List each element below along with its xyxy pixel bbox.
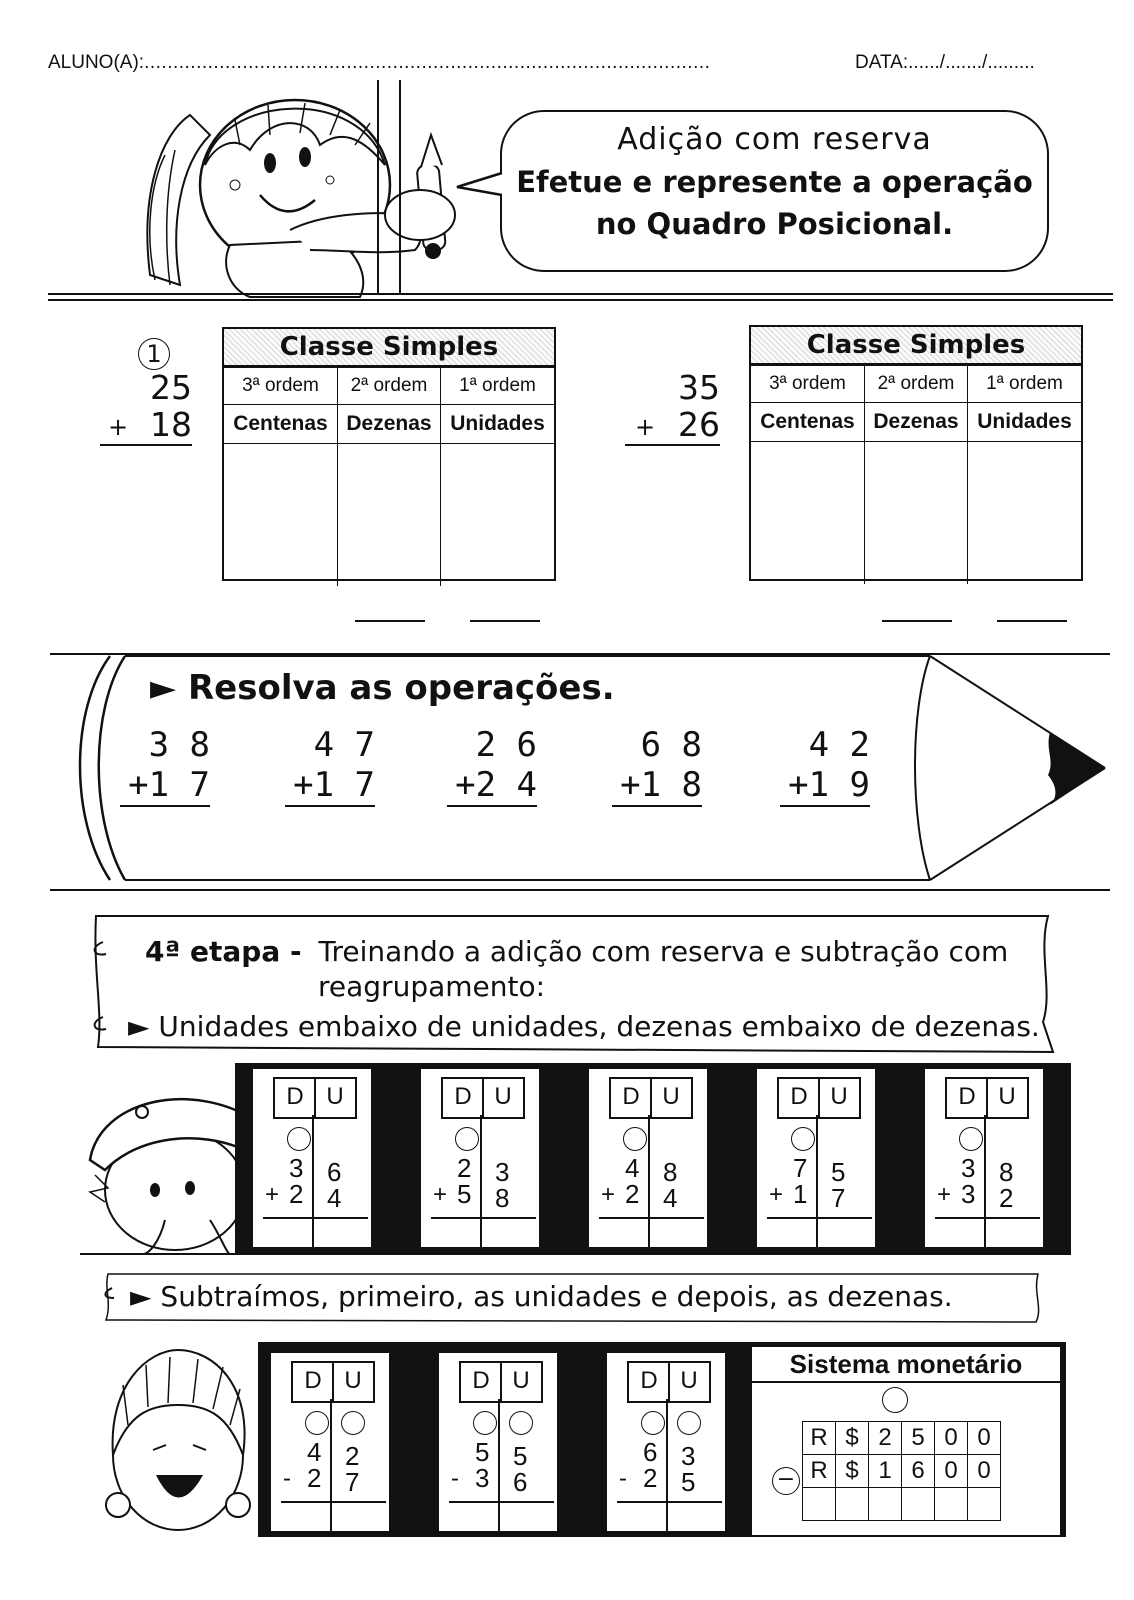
carry-circle[interactable] bbox=[641, 1411, 665, 1435]
dezena-label: D bbox=[286, 1083, 304, 1110]
units-bottom: 8 bbox=[495, 1183, 510, 1213]
dezenas-header: Dezenas bbox=[337, 405, 440, 444]
subtracoes-card bbox=[606, 1352, 726, 1532]
unidade-label: U bbox=[512, 1367, 530, 1394]
tens-top: 3 bbox=[961, 1153, 976, 1183]
du-header bbox=[273, 1077, 357, 1119]
du-header bbox=[777, 1077, 861, 1119]
unidades-header: Unidades bbox=[968, 403, 1081, 442]
section-divider bbox=[48, 293, 1113, 301]
sum-bottom: +1 7 bbox=[285, 765, 375, 807]
unidade-label: U bbox=[662, 1083, 680, 1110]
units-top: 6 bbox=[327, 1157, 342, 1187]
units-top: 2 bbox=[345, 1441, 360, 1471]
dezena-label: D bbox=[790, 1083, 808, 1110]
units-top: 8 bbox=[999, 1157, 1014, 1187]
carry-circle[interactable] bbox=[791, 1127, 815, 1151]
problem1-bottom-number: 18 bbox=[150, 405, 192, 444]
student-label: ALUNO(A): bbox=[48, 52, 145, 73]
money-cell[interactable] bbox=[902, 1488, 935, 1521]
student-name-field[interactable] bbox=[48, 52, 710, 74]
money-cell: 6 bbox=[902, 1455, 935, 1488]
bubble-line3: no Quadro Posicional. bbox=[595, 207, 954, 241]
subtraction-rule: ► Subtraímos, primeiro, as unidades e depois, as dezenas. bbox=[130, 1280, 953, 1313]
carry-circle[interactable] bbox=[623, 1127, 647, 1151]
units-top: 5 bbox=[513, 1441, 528, 1471]
units-bottom: 5 bbox=[681, 1467, 696, 1497]
unidade-label: U bbox=[680, 1367, 698, 1394]
sistema-monetario-box bbox=[750, 1345, 1062, 1537]
dezena-label: D bbox=[472, 1367, 490, 1394]
ordem-1: 1ª ordem bbox=[968, 366, 1081, 403]
operator: + bbox=[601, 1181, 616, 1208]
sum-bottom: +2 4 bbox=[447, 765, 537, 807]
units-bottom: 4 bbox=[663, 1183, 678, 1213]
tens-top: 2 bbox=[457, 1153, 472, 1183]
subtracoes-card bbox=[438, 1352, 558, 1532]
dezena-label: D bbox=[958, 1083, 976, 1110]
operator: - bbox=[283, 1465, 291, 1492]
borrow-circle[interactable] bbox=[341, 1411, 365, 1435]
ordem-1: 1ª ordem bbox=[441, 368, 554, 405]
etapa-text1: Treinando a adição com reserva e subtração com bbox=[318, 935, 1009, 968]
problem2-bottom-number: 26 bbox=[678, 405, 720, 444]
dezena-label: D bbox=[304, 1367, 322, 1394]
sum-top: 4 7 bbox=[313, 725, 375, 765]
borrow-circle[interactable] bbox=[677, 1411, 701, 1435]
money-cell: 2 bbox=[869, 1422, 902, 1455]
du-header bbox=[945, 1077, 1029, 1119]
operator: + bbox=[769, 1181, 784, 1208]
tens-bottom: 2 bbox=[625, 1179, 640, 1209]
dezenas-cell[interactable] bbox=[864, 442, 967, 585]
tens-bottom: 3 bbox=[961, 1179, 976, 1209]
dezena-label: D bbox=[640, 1367, 658, 1394]
instruction-bubble bbox=[500, 110, 1049, 272]
tens-bottom: 1 bbox=[793, 1179, 808, 1209]
money-cell[interactable] bbox=[935, 1488, 968, 1521]
answer-blank[interactable] bbox=[470, 620, 540, 622]
unidade-label: U bbox=[494, 1083, 512, 1110]
problem1-bottom bbox=[100, 405, 192, 446]
operator: - bbox=[619, 1465, 627, 1492]
classe-title: Classe Simples bbox=[224, 329, 554, 367]
operator: - bbox=[451, 1465, 459, 1492]
carry-circle: 1 bbox=[138, 338, 170, 370]
problem2-top: 35 bbox=[678, 368, 720, 407]
du-header bbox=[441, 1077, 525, 1119]
tens-top: 4 bbox=[625, 1153, 640, 1183]
date-field[interactable]: DATA:....../......./......... bbox=[855, 52, 1035, 73]
money-cell[interactable] bbox=[968, 1488, 1001, 1521]
sum-bottom: +1 8 bbox=[612, 765, 702, 807]
answer-blank[interactable] bbox=[355, 620, 425, 622]
sum-problem-5 bbox=[780, 725, 870, 807]
tens-top: 3 bbox=[289, 1153, 304, 1183]
centenas-header: Centenas bbox=[751, 403, 864, 442]
ordem-3: 3ª ordem bbox=[224, 368, 337, 405]
units-top: 8 bbox=[663, 1157, 678, 1187]
du-header bbox=[459, 1361, 543, 1403]
plus-sign: + bbox=[635, 413, 656, 441]
answer-blank[interactable] bbox=[997, 620, 1067, 622]
units-top: 3 bbox=[495, 1157, 510, 1187]
units-bottom: 6 bbox=[513, 1467, 528, 1497]
money-cell: $ bbox=[836, 1455, 869, 1488]
dezena-label: D bbox=[622, 1083, 640, 1110]
money-cell: 0 bbox=[935, 1455, 968, 1488]
carry-circle[interactable] bbox=[473, 1411, 497, 1435]
boy-cap-illustration bbox=[80, 1080, 255, 1255]
sum-bottom: +1 7 bbox=[120, 765, 210, 807]
bubble-title: Adição com reserva bbox=[617, 122, 932, 157]
units-bottom: 2 bbox=[999, 1183, 1014, 1213]
student-dots: .................................................................................................. bbox=[144, 52, 711, 73]
carry-circle[interactable] bbox=[455, 1127, 479, 1151]
du-header bbox=[627, 1361, 711, 1403]
money-cell[interactable] bbox=[869, 1488, 902, 1521]
centenas-cell[interactable] bbox=[224, 444, 337, 587]
sum-top: 3 8 bbox=[148, 725, 210, 765]
subtracoes-card bbox=[270, 1352, 390, 1532]
classe-title: Classe Simples bbox=[751, 327, 1081, 365]
sum-problem-2 bbox=[285, 725, 375, 807]
carry-circle[interactable] bbox=[305, 1411, 329, 1435]
adicoes-card bbox=[420, 1068, 540, 1248]
money-cell: 1 bbox=[869, 1455, 902, 1488]
carry-circle[interactable] bbox=[882, 1387, 908, 1413]
money-cell[interactable] bbox=[803, 1488, 836, 1521]
money-cell: R bbox=[803, 1422, 836, 1455]
tens-bottom: 2 bbox=[643, 1463, 658, 1493]
unidades-cell[interactable] bbox=[968, 442, 1081, 585]
tens-bottom: 3 bbox=[475, 1463, 490, 1493]
problem1-top: 25 bbox=[150, 368, 192, 407]
dezena-label: D bbox=[454, 1083, 472, 1110]
units-top: 5 bbox=[831, 1157, 846, 1187]
etapa-line bbox=[145, 935, 1008, 968]
sum-top: 2 6 bbox=[475, 725, 537, 765]
units-bottom: 7 bbox=[345, 1467, 360, 1497]
money-cell: 0 bbox=[968, 1455, 1001, 1488]
answer-blank[interactable] bbox=[882, 620, 952, 622]
carry-circle[interactable] bbox=[287, 1127, 311, 1151]
unidade-label: U bbox=[998, 1083, 1016, 1110]
unidade-label: U bbox=[326, 1083, 344, 1110]
unidades-cell[interactable] bbox=[441, 444, 554, 587]
adicoes-card bbox=[924, 1068, 1044, 1248]
adicoes-card bbox=[756, 1068, 876, 1248]
girl-laughing-illustration bbox=[98, 1345, 258, 1545]
etapa-label: 4ª etapa - bbox=[145, 935, 302, 968]
tens-top: 5 bbox=[475, 1437, 490, 1467]
ordem-2: 2ª ordem bbox=[337, 368, 440, 405]
carry-circle[interactable] bbox=[959, 1127, 983, 1151]
unidade-label: U bbox=[344, 1367, 362, 1394]
dezenas-header: Dezenas bbox=[864, 403, 967, 442]
ordem-3: 3ª ordem bbox=[751, 366, 864, 403]
dezenas-cell[interactable] bbox=[337, 444, 440, 587]
plus-sign: + bbox=[108, 413, 129, 441]
sum-problem-1 bbox=[120, 725, 210, 807]
sum-problem-3 bbox=[447, 725, 537, 807]
centenas-header: Centenas bbox=[224, 405, 337, 444]
adicoes-card bbox=[588, 1068, 708, 1248]
sum-problem-4 bbox=[612, 725, 702, 807]
operator: + bbox=[433, 1181, 448, 1208]
minus-sign-circle: − bbox=[772, 1467, 800, 1495]
bubble-line2: Efetue e represente a operação bbox=[516, 165, 1033, 199]
borrow-circle[interactable] bbox=[509, 1411, 533, 1435]
quadro-posicional-2 bbox=[749, 325, 1083, 581]
etapa-rule: ► Unidades embaixo de unidades, dezenas embaixo de dezenas. bbox=[128, 1010, 1040, 1043]
tens-top: 6 bbox=[643, 1437, 658, 1467]
problem2-bottom bbox=[625, 405, 720, 446]
du-header bbox=[291, 1361, 375, 1403]
money-cell[interactable] bbox=[836, 1488, 869, 1521]
tens-bottom: 5 bbox=[457, 1179, 472, 1209]
tens-bottom: 2 bbox=[307, 1463, 322, 1493]
adicoes-card bbox=[252, 1068, 372, 1248]
monetario-title: Sistema monetário bbox=[752, 1347, 1060, 1383]
units-top: 3 bbox=[681, 1441, 696, 1471]
unidade-label: U bbox=[830, 1083, 848, 1110]
etapa-text2: reagrupamento: bbox=[318, 970, 546, 1003]
resolva-title: ► Resolva as operações. bbox=[150, 668, 615, 708]
operator: + bbox=[265, 1181, 280, 1208]
money-cell: $ bbox=[836, 1422, 869, 1455]
tens-top: 4 bbox=[307, 1437, 322, 1467]
sum-top: 6 8 bbox=[640, 725, 702, 765]
money-cell: 5 bbox=[902, 1422, 935, 1455]
units-bottom: 7 bbox=[831, 1183, 846, 1213]
money-table bbox=[802, 1421, 1001, 1521]
units-bottom: 4 bbox=[327, 1183, 342, 1213]
money-cell: 0 bbox=[935, 1422, 968, 1455]
tens-bottom: 2 bbox=[289, 1179, 304, 1209]
sum-top: 4 2 bbox=[808, 725, 870, 765]
unidades-header: Unidades bbox=[441, 405, 554, 444]
centenas-cell[interactable] bbox=[751, 442, 864, 585]
operator: + bbox=[937, 1181, 952, 1208]
girl-pencil-illustration bbox=[120, 75, 500, 300]
money-cell: 0 bbox=[968, 1422, 1001, 1455]
tens-top: 7 bbox=[793, 1153, 808, 1183]
ordem-2: 2ª ordem bbox=[864, 366, 967, 403]
du-header bbox=[609, 1077, 693, 1119]
bubble-tail bbox=[455, 165, 505, 205]
quadro-posicional-1 bbox=[222, 327, 556, 581]
money-cell: R bbox=[803, 1455, 836, 1488]
sum-bottom: +1 9 bbox=[780, 765, 870, 807]
